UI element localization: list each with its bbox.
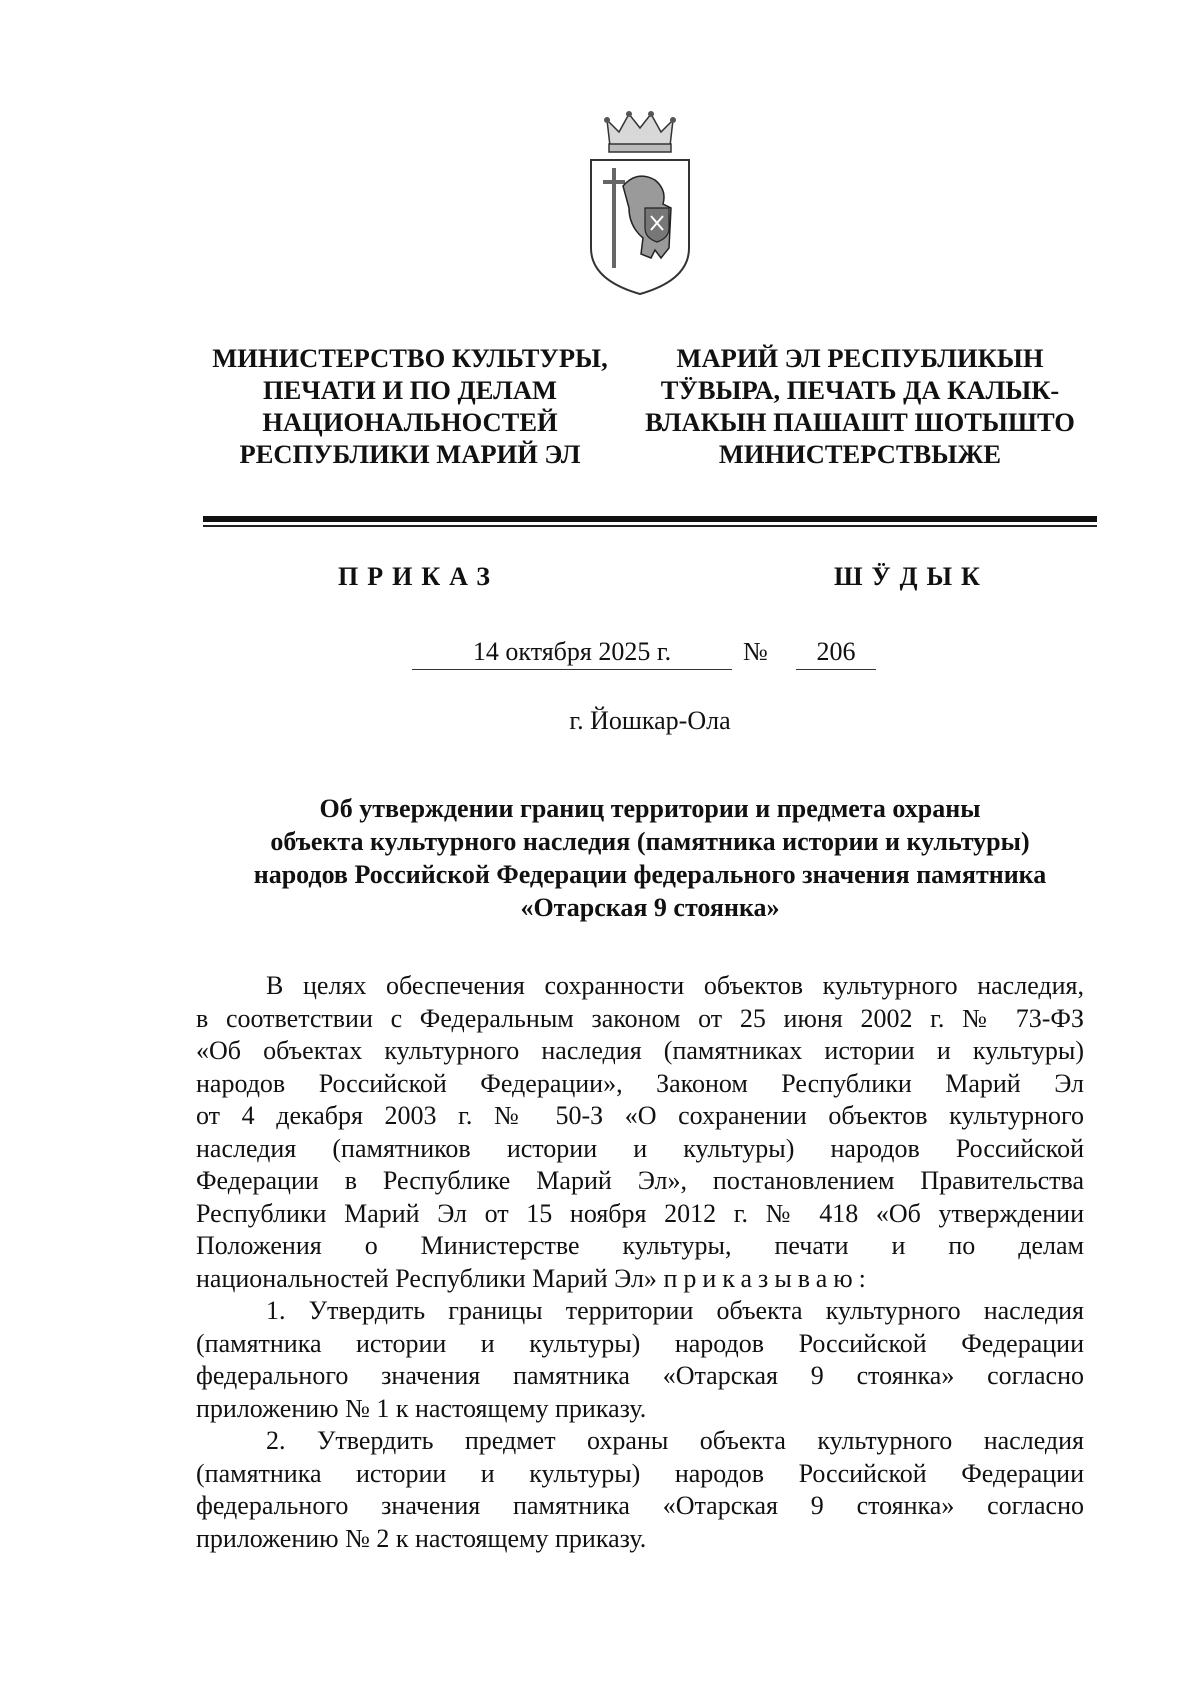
org-ru-line: НАЦИОНАЛЬНОСТЕЙ bbox=[262, 407, 558, 437]
body-line: в соответствии с Федеральным законом от 25 июня 2002 г. № 73-ФЗ bbox=[196, 1003, 1084, 1033]
body-line: народов Российской Федерации», Законом Республики Марий Эл bbox=[196, 1068, 1084, 1098]
org-mari-line: ТӰВЫРА, ПЕЧАТЬ ДА КАЛЫК- bbox=[660, 375, 1060, 405]
item-1-line: (памятника истории и культуры) народов Российской Федерации bbox=[196, 1328, 1084, 1358]
document-city: г. Йошкар-Ола bbox=[569, 706, 731, 735]
item-2-line: федерального значения памятника «Отарская 9 стоянка» согласно bbox=[196, 1491, 1084, 1520]
header-divider-thin bbox=[203, 525, 1097, 527]
item-1-line: приложению № 1 к настоящему приказу. bbox=[196, 1393, 647, 1423]
title-line: «Отарская 9 стоянка» bbox=[520, 893, 780, 922]
title-line: Об утверждении границ территории и предмета охраны bbox=[319, 794, 981, 823]
org-mari-line: МАРИЙ ЭЛ РЕСПУБЛИКЫН bbox=[676, 343, 1044, 373]
coat-of-arms-emblem bbox=[585, 108, 695, 296]
body-line: «Об объектах культурного наследия (памятниках истории и культуры) bbox=[196, 1036, 1084, 1065]
number-sign: № bbox=[743, 637, 768, 666]
document-date: 14 октября 2025 г. bbox=[412, 637, 732, 670]
item-2-line: 2. Утвердить предмет охраны объекта культурного наследия bbox=[266, 1426, 1084, 1455]
org-ru-line: МИНИСТЕРСТВО КУЛЬТУРЫ, bbox=[212, 343, 608, 373]
body-line: Положения о Министерстве культуры, печати и по делам bbox=[196, 1231, 1084, 1260]
body-line: наследия (памятников истории и культуры) народов Российской bbox=[196, 1133, 1084, 1163]
order-word: приказываю: bbox=[663, 1263, 872, 1293]
preamble-end: национальностей Республики Марий Эл» bbox=[196, 1263, 657, 1293]
item-1-line: 1. Утвердить границы территории объекта культурного наследия bbox=[266, 1296, 1084, 1325]
org-ru-line: РЕСПУБЛИКИ МАРИЙ ЭЛ bbox=[239, 439, 581, 469]
item-1-line: федерального значения памятника «Отарская 9 стоянка» согласно bbox=[196, 1361, 1084, 1390]
document-type-russian: ПРИКАЗ bbox=[338, 562, 500, 591]
header-divider-thick bbox=[203, 516, 1097, 522]
item-2-line: приложению № 2 к настоящему приказу. bbox=[196, 1523, 647, 1553]
document-title bbox=[180, 792, 1120, 924]
body-line bbox=[196, 1263, 1084, 1296]
org-mari-line: ВЛАКЫН ПАШАШТ ШОТЫШТО bbox=[645, 407, 1075, 437]
org-mari-line: МИНИСТЕРСТВЫЖЕ bbox=[718, 439, 1002, 469]
item-2-line: (памятника истории и культуры) народов Российской Федерации bbox=[196, 1458, 1084, 1488]
title-line: объекта культурного наследия (памятника истории и культуры) bbox=[270, 827, 1030, 856]
document-body bbox=[196, 970, 1084, 1555]
body-line: Республики Марий Эл от 15 ноября 2012 г. № 418 «Об утверждении bbox=[196, 1198, 1084, 1228]
org-ru-line: ПЕЧАТИ И ПО ДЕЛАМ bbox=[263, 375, 557, 405]
body-line: от 4 декабря 2003 г. № 50-З «О сохранении объектов культурного bbox=[196, 1101, 1084, 1130]
title-line: народов Российской Федерации федерального значения памятника bbox=[253, 860, 1047, 889]
organization-name-russian bbox=[175, 342, 645, 470]
document-type-mari: ШӰДЫК bbox=[834, 562, 989, 591]
body-line: В целях обеспечения сохранности объектов культурного наследия, bbox=[266, 971, 1084, 1000]
document-number: 206 bbox=[796, 637, 876, 670]
organization-name-mari bbox=[625, 342, 1095, 470]
body-line: Федерации в Республике Марий Эл», постановлением Правительства bbox=[196, 1166, 1084, 1195]
